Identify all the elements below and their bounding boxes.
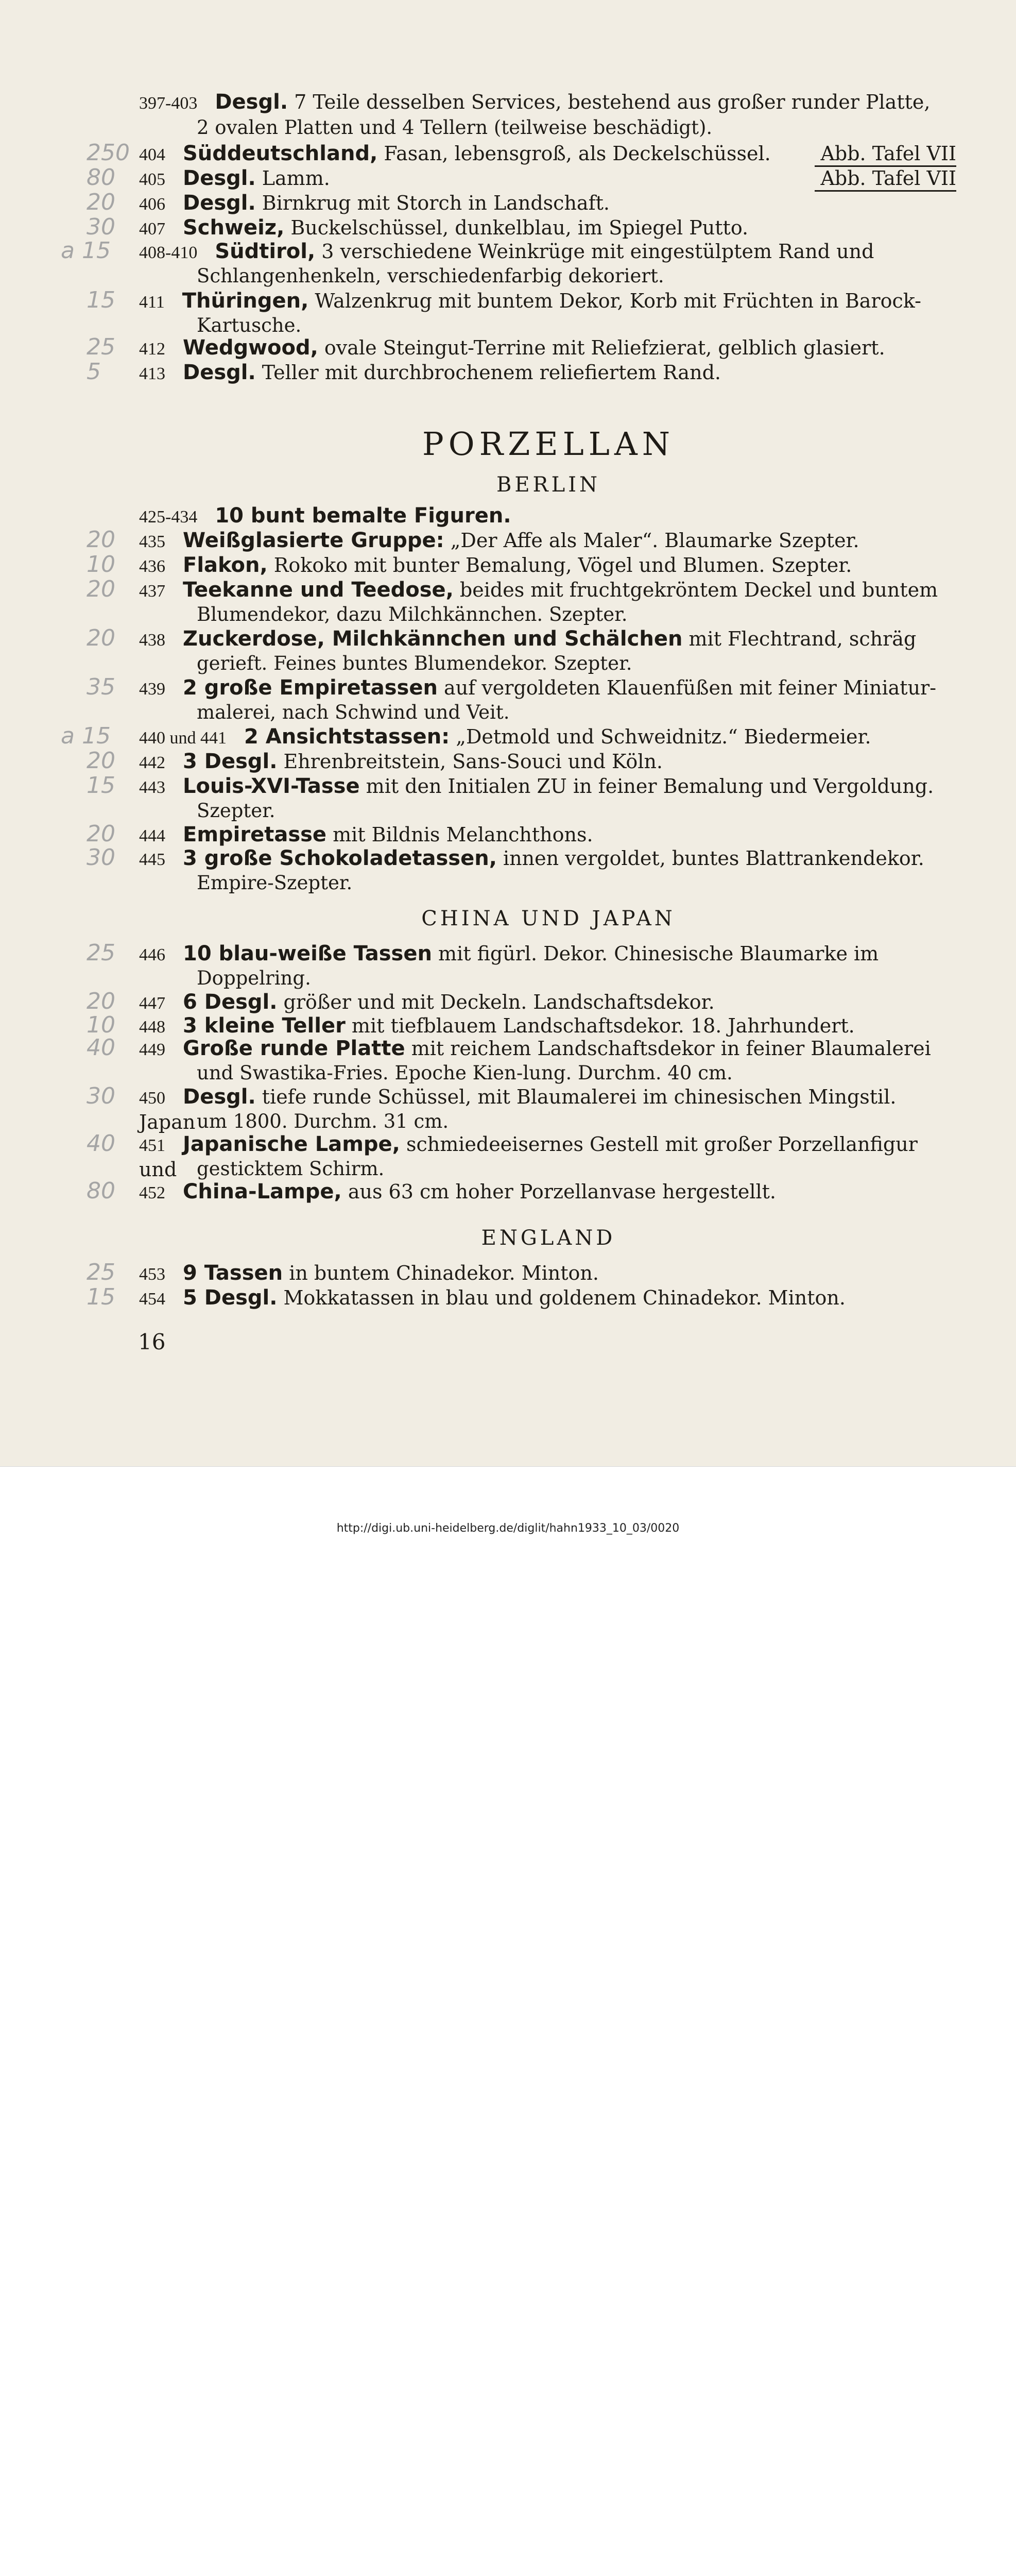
handwritten-price: 25 bbox=[87, 1259, 115, 1285]
entry-description: Birnkrug mit Storch in Landschaft. bbox=[255, 192, 610, 214]
catalogue-entry bbox=[139, 676, 955, 701]
lot-number: 447 bbox=[139, 994, 183, 1013]
entry-description: mit Flechtrand, schräg bbox=[682, 628, 917, 650]
entry-keyword: Desgl. bbox=[183, 191, 256, 215]
entry-description: „Detmold und Schweidnitz.“ Biedermeier. bbox=[450, 725, 871, 748]
handwritten-price: 80 bbox=[87, 1178, 115, 1204]
entry-continuation: und Swastika-Fries. Epoche Kien-lung. Durchm. 40 cm. bbox=[197, 1062, 733, 1084]
lot-number: 453 bbox=[139, 1265, 183, 1284]
handwritten-price: 20 bbox=[87, 527, 115, 553]
entry-keyword: Flakon, bbox=[183, 553, 268, 577]
entry-keyword: Desgl. bbox=[183, 361, 256, 384]
entry-description: größer und mit Deckeln. Landschaftsdekor. bbox=[277, 991, 715, 1013]
entry-description: mit den Initialen ZU in feiner Bemalung und Vergoldung. bbox=[359, 775, 934, 798]
lot-number: 408-410 bbox=[139, 243, 215, 262]
lot-number: 448 bbox=[139, 1018, 183, 1037]
handwritten-price: 20 bbox=[87, 189, 115, 215]
lot-number: 439 bbox=[139, 680, 183, 699]
entry-description: „Der Affe als Maler“. Blaumarke Szepter. bbox=[444, 529, 859, 552]
entry-continuation: Doppelring. bbox=[197, 967, 311, 989]
entry-keyword: 5 Desgl. bbox=[183, 1286, 278, 1310]
entry-description: Fasan, lebensgroß, als Deckelschüssel. bbox=[377, 142, 771, 165]
plate-reference: Abb. Tafel VII bbox=[815, 166, 956, 192]
catalogue-entry bbox=[139, 990, 955, 1015]
catalogue-entry bbox=[139, 216, 955, 241]
handwritten-price: 20 bbox=[87, 748, 115, 774]
lot-number: 404 bbox=[139, 145, 183, 164]
entry-keyword: Teekanne und Teedose, bbox=[183, 578, 454, 602]
handwritten-price: 20 bbox=[87, 576, 115, 602]
entry-keyword: Desgl. bbox=[215, 90, 288, 114]
entry-description: beides mit fruchtgekröntem Deckel und buntem bbox=[453, 579, 938, 601]
catalogue-entry bbox=[139, 774, 955, 800]
entry-keyword: 10 blau-weiße Tassen bbox=[183, 942, 432, 965]
catalogue-entry bbox=[139, 289, 955, 314]
handwritten-price: 15 bbox=[87, 1284, 115, 1310]
entry-keyword: 6 Desgl. bbox=[183, 990, 278, 1014]
catalogue-entry bbox=[139, 191, 955, 216]
entry-continuation: um 1800. Durchm. 31 cm. bbox=[197, 1110, 449, 1132]
entry-keyword: Südtirol, bbox=[215, 240, 316, 263]
entry-description: ovale Steingut-Terrine mit Reliefzierat, gelblich glasiert. bbox=[318, 336, 885, 359]
entry-description: mit Bildnis Melanchthons. bbox=[326, 823, 593, 846]
lot-number: 397-403 bbox=[139, 94, 215, 113]
handwritten-price: 15 bbox=[87, 772, 115, 799]
handwritten-price: 10 bbox=[87, 1012, 115, 1038]
lot-number: 445 bbox=[139, 850, 183, 869]
entry-keyword: Thüringen, bbox=[182, 289, 309, 313]
entry-description: Rokoko mit bunter Bemalung, Vögel und Blumen. Szepter. bbox=[267, 554, 852, 577]
catalogue-entry bbox=[139, 553, 955, 579]
entry-description: Ehrenbreitstein, Sans-Souci und Köln. bbox=[277, 750, 663, 773]
entry-description: Mokkatassen in blau und goldenem Chinadekor. Minton. bbox=[277, 1286, 846, 1309]
lot-number: 442 bbox=[139, 753, 183, 772]
catalogue-entry bbox=[139, 1261, 955, 1286]
entry-description: Walzenkrug mit buntem Dekor, Korb mit Früchten in Barock- bbox=[308, 290, 921, 312]
handwritten-price: 25 bbox=[87, 940, 115, 966]
lot-number: 440 und 441 bbox=[139, 728, 244, 748]
entry-keyword: 3 Desgl. bbox=[183, 750, 278, 773]
lot-number: 412 bbox=[139, 340, 183, 359]
handwritten-price: 40 bbox=[87, 1130, 115, 1157]
entry-continuation: Empire-Szepter. bbox=[197, 872, 353, 894]
entry-description: mit figürl. Dekor. Chinesische Blaumarke im bbox=[432, 942, 879, 965]
source-url: http://digi.ub.uni-heidelberg.de/diglit/hahn1933_10_03/0020 bbox=[336, 1522, 680, 1535]
entry-description: Lamm. bbox=[255, 167, 330, 190]
handwritten-price: 20 bbox=[87, 988, 115, 1014]
catalogue-entry bbox=[139, 336, 955, 361]
subsection-heading: CHINA UND JAPAN bbox=[421, 907, 676, 930]
entry-continuation: 2 ovalen Platten und 4 Tellern (teilweise beschädigt). bbox=[197, 116, 713, 139]
handwritten-price: 25 bbox=[87, 334, 115, 360]
entry-keyword: Weißglasierte Gruppe: bbox=[183, 529, 444, 552]
catalogue-entry bbox=[139, 725, 955, 750]
lot-number: 437 bbox=[139, 582, 183, 601]
handwritten-price: a 15 bbox=[61, 238, 111, 264]
subsection-heading: ENGLAND bbox=[481, 1226, 616, 1250]
handwritten-price: 40 bbox=[87, 1035, 115, 1061]
entry-description: tiefe runde Schüssel, mit Blaumalerei im chinesischen Mingstil. Japan bbox=[139, 1086, 897, 1133]
catalogue-entry bbox=[139, 1037, 955, 1062]
handwritten-price: 15 bbox=[87, 287, 115, 313]
entry-keyword: China-Lampe, bbox=[183, 1180, 342, 1204]
entry-continuation: Szepter. bbox=[197, 800, 275, 822]
entry-keyword: Japanische Lampe, bbox=[183, 1132, 400, 1156]
entry-continuation: Schlangenhenkeln, verschiedenfarbig dekoriert. bbox=[197, 265, 664, 287]
entry-continuation: Kartusche. bbox=[197, 314, 302, 336]
entry-continuation: gesticktem Schirm. bbox=[197, 1158, 385, 1180]
lot-number: 436 bbox=[139, 557, 183, 576]
entry-keyword: 3 große Schokoladetassen, bbox=[183, 846, 497, 870]
handwritten-price: 30 bbox=[87, 1083, 115, 1109]
catalogue-entry bbox=[139, 823, 955, 848]
catalogue-entry bbox=[139, 504, 955, 529]
handwritten-price: 20 bbox=[87, 821, 115, 847]
entry-keyword: 2 große Empiretassen bbox=[183, 676, 438, 700]
entry-description: in buntem Chinadekor. Minton. bbox=[283, 1262, 599, 1284]
entry-keyword: Empiretasse bbox=[183, 823, 327, 846]
lot-number: 449 bbox=[139, 1040, 183, 1059]
lot-number: 444 bbox=[139, 826, 183, 845]
entry-keyword: Große runde Platte bbox=[183, 1037, 405, 1060]
lot-number: 407 bbox=[139, 219, 183, 239]
entry-description: aus 63 cm hoher Porzellanvase hergestellt. bbox=[341, 1180, 776, 1203]
catalogue-entry bbox=[139, 529, 955, 554]
entry-keyword: Zuckerdose, Milchkännchen und Schälchen bbox=[183, 627, 683, 651]
catalogue-entry bbox=[139, 361, 955, 386]
catalogue-entry bbox=[139, 1180, 955, 1205]
entry-description: mit reichem Landschaftsdekor in feiner Blaumalerei bbox=[405, 1037, 931, 1060]
lot-number: 406 bbox=[139, 195, 183, 214]
lot-number: 450 bbox=[139, 1089, 183, 1108]
catalogue-entry bbox=[139, 1286, 955, 1311]
section-heading: PORZELLAN bbox=[422, 425, 675, 463]
lot-number: 411 bbox=[139, 293, 182, 312]
handwritten-price: 30 bbox=[87, 844, 115, 871]
catalogue-entry bbox=[139, 627, 955, 652]
lot-number: 454 bbox=[139, 1290, 183, 1309]
page-number: 16 bbox=[138, 1329, 166, 1354]
lot-number: 443 bbox=[139, 778, 183, 797]
entry-description: 7 Teile desselben Services, bestehend aus großer runder Platte, bbox=[288, 91, 931, 113]
entry-keyword: 10 bunt bemalte Figuren. bbox=[215, 504, 511, 528]
entry-keyword: Schweiz, bbox=[183, 216, 285, 240]
lot-number: 438 bbox=[139, 631, 183, 650]
catalogue-entry bbox=[139, 750, 955, 775]
entry-keyword: Süddeutschland, bbox=[183, 142, 378, 165]
handwritten-price: 250 bbox=[87, 140, 130, 166]
entry-continuation: malerei, nach Schwind und Veit. bbox=[197, 701, 510, 723]
handwritten-price: a 15 bbox=[61, 723, 111, 749]
entry-description: Buckelschüssel, dunkelblau, im Spiegel Putto. bbox=[284, 216, 749, 239]
lot-number: 451 bbox=[139, 1136, 183, 1155]
handwritten-price: 10 bbox=[87, 551, 115, 578]
handwritten-price: 30 bbox=[87, 214, 115, 240]
catalogue-entry bbox=[139, 846, 955, 872]
plate-reference: Abb. Tafel VII bbox=[815, 142, 956, 167]
entry-description: Teller mit durchbrochenem reliefiertem Rand. bbox=[255, 361, 721, 384]
entry-description: mit tiefblauem Landschaftsdekor. 18. Jahrhundert. bbox=[345, 1014, 855, 1037]
entry-description: innen vergoldet, buntes Blattrankendekor. bbox=[496, 847, 924, 870]
entry-description: schmiedeeisernes Gestell mit großer Porzellanfigur und bbox=[139, 1133, 918, 1181]
catalogue-entry bbox=[139, 578, 955, 603]
catalogue-entry bbox=[139, 240, 955, 265]
handwritten-price: 80 bbox=[87, 164, 115, 191]
handwritten-price: 5 bbox=[87, 359, 101, 385]
entry-keyword: 3 kleine Teller bbox=[183, 1014, 346, 1038]
handwritten-price: 35 bbox=[87, 674, 115, 700]
lot-number: 435 bbox=[139, 532, 183, 551]
handwritten-price: 20 bbox=[87, 625, 115, 651]
entry-description: auf vergoldeten Klauenfüßen mit feiner Miniatur- bbox=[437, 676, 937, 699]
lot-number: 405 bbox=[139, 170, 183, 189]
entry-keyword: 9 Tassen bbox=[183, 1261, 283, 1285]
subsection-heading: BERLIN bbox=[496, 473, 601, 497]
entry-continuation: Blumendekor, dazu Milchkännchen. Szepter. bbox=[197, 603, 628, 625]
catalogue-entry bbox=[139, 1014, 955, 1039]
entry-keyword: Louis-XVI-Tasse bbox=[183, 774, 360, 798]
catalogue-entry bbox=[139, 90, 955, 115]
lot-number: 452 bbox=[139, 1183, 183, 1202]
entry-continuation: gerieft. Feines buntes Blumendekor. Szepter. bbox=[197, 652, 632, 674]
lot-number: 413 bbox=[139, 364, 183, 383]
entry-keyword: Wedgwood, bbox=[183, 336, 318, 360]
catalogue-entry bbox=[139, 942, 955, 967]
entry-keyword: Desgl. bbox=[183, 1085, 256, 1109]
lot-number: 446 bbox=[139, 945, 183, 964]
entry-keyword: Desgl. bbox=[183, 166, 256, 190]
entry-keyword: 2 Ansichtstassen: bbox=[244, 725, 450, 749]
entry-description: 3 verschiedene Weinkrüge mit eingestülptem Rand und bbox=[315, 240, 874, 263]
lot-number: 425-434 bbox=[139, 507, 215, 527]
